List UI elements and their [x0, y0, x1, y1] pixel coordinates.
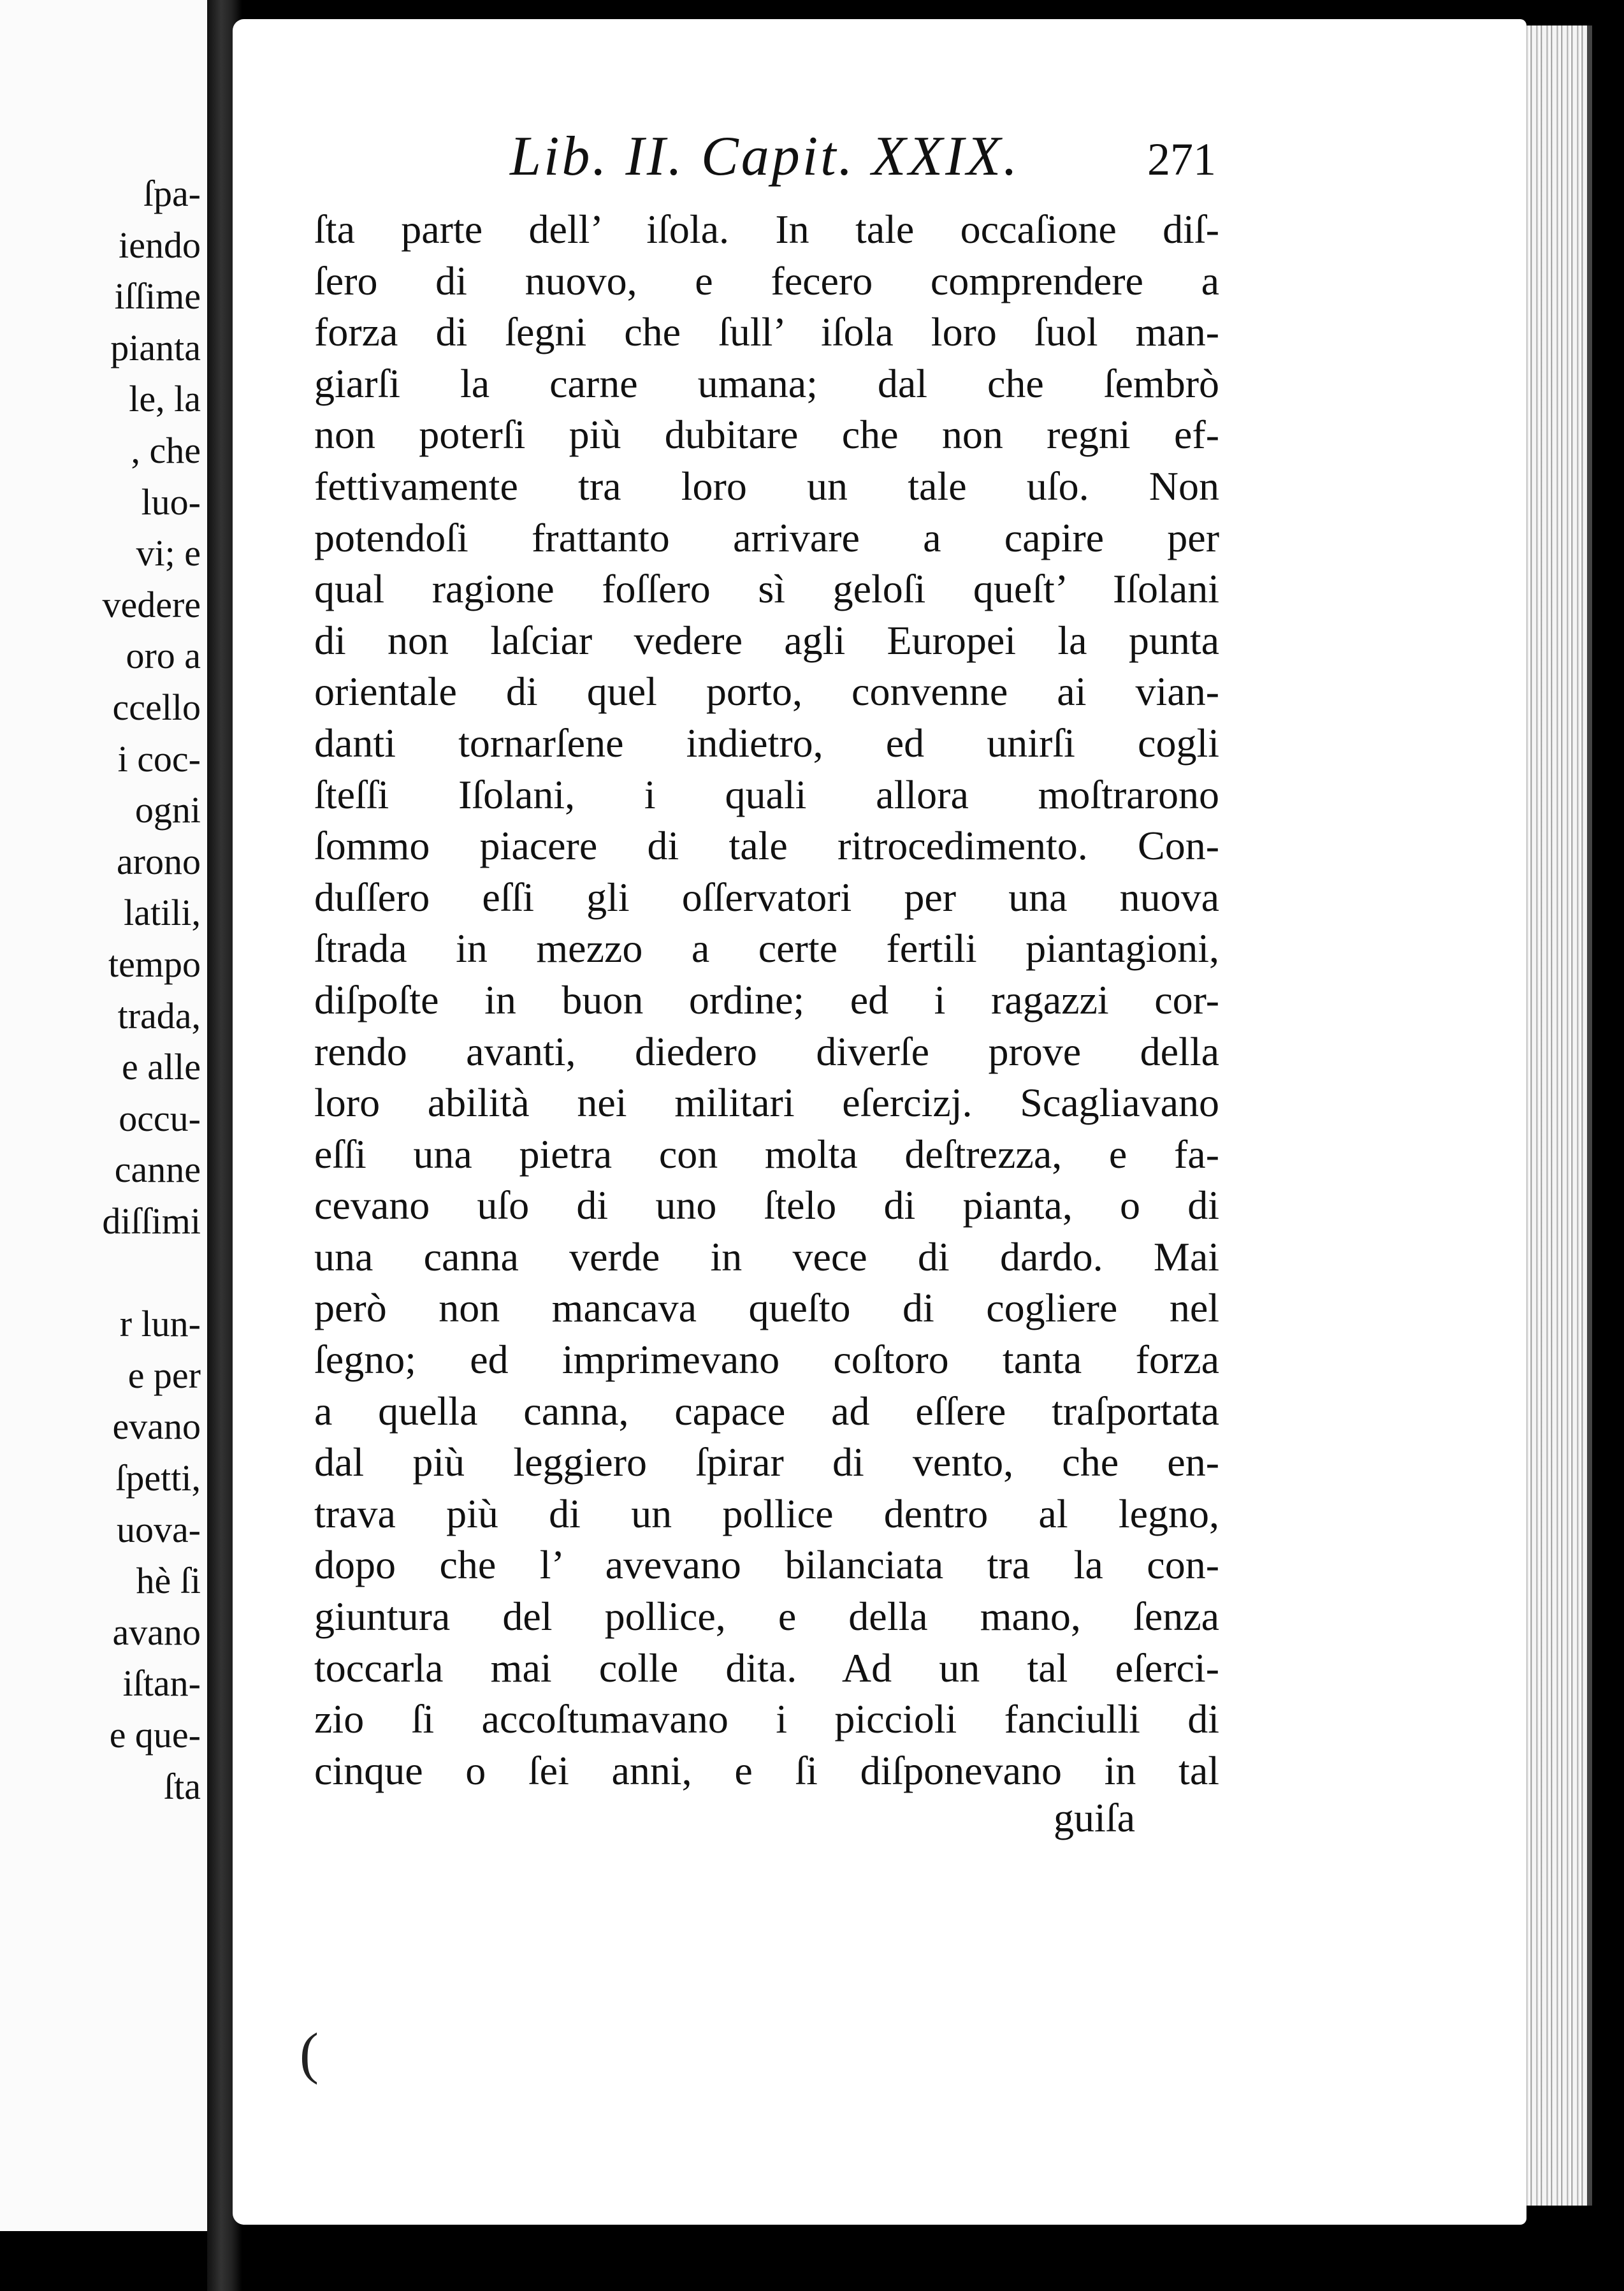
- left-page-fragment: luo-: [141, 481, 201, 523]
- left-page-fragment: e que-: [109, 1714, 201, 1756]
- text-line: di non laſciar vedere agli Europei la punta: [314, 617, 1219, 663]
- left-page-fragment: arono: [116, 840, 201, 882]
- text-line: ſero di nuovo, e fecero comprendere a: [314, 258, 1219, 303]
- text-line: ſegno; ed imprimevano coſtoro tanta forza: [314, 1337, 1219, 1383]
- left-page-fragment: canne: [114, 1149, 201, 1191]
- left-page-fragment: ſpetti,: [115, 1457, 201, 1499]
- text-line: danti tornarſene indietro, ed unirſi cogli: [314, 720, 1219, 766]
- page-header: [233, 124, 1526, 194]
- text-line: rendo avanti, diedero diverſe prove della: [314, 1028, 1219, 1074]
- left-page-fragment: oro a: [126, 635, 201, 677]
- right-page: [233, 19, 1526, 2225]
- body-text: [314, 204, 1219, 1796]
- left-page-fragment: ogni: [134, 789, 201, 831]
- text-line: ſteſſi Iſolani, i quali allora moſtrarono: [314, 771, 1219, 817]
- text-line: cevano uſo di uno ſtelo di pianta, o di: [314, 1182, 1219, 1228]
- left-page-fragment: trada,: [117, 994, 201, 1036]
- left-page-fragment: vi; e: [136, 532, 201, 574]
- text-line: ſta parte dell’ iſola. In tale occaſione diſ-: [314, 207, 1219, 252]
- left-page-fragment: occu-: [119, 1097, 201, 1139]
- text-line: a quella canna, capace ad eſſere traſportata: [314, 1388, 1219, 1434]
- text-line: zio ſi accoſtumavano i piccioli fanciulli di: [314, 1696, 1219, 1742]
- left-page-fragment: ſpa-: [143, 173, 201, 214]
- text-line: non poterſi più dubitare che non regni ef-: [314, 412, 1219, 458]
- text-line: dal più leggiero ſpirar di vento, che en-: [314, 1439, 1219, 1485]
- left-page-fragment: vedere: [102, 583, 201, 625]
- text-line: trava più di un pollice dentro al legno,: [314, 1490, 1219, 1536]
- left-page-fragment: iendo: [119, 224, 201, 266]
- text-line: dopo che l’ avevano bilanciata tra la con-: [314, 1542, 1219, 1588]
- text-line: cinque o ſei anni, e ſi diſponevano in tal: [314, 1747, 1219, 1793]
- left-page-fragment: diſſimi: [102, 1200, 201, 1242]
- left-page-fragment: iſſime: [114, 275, 201, 317]
- left-page-fragment: ccello: [112, 687, 201, 728]
- left-page-fragment: uova-: [116, 1508, 201, 1550]
- left-page-fragment: e alle: [122, 1046, 201, 1088]
- text-line: giuntura del pollice, e della mano, ſenza: [314, 1594, 1219, 1640]
- left-page-fragment: e per: [127, 1354, 201, 1396]
- text-line: ſtrada in mezzo a certe fertili piantagioni,: [314, 926, 1219, 971]
- margin-mark: (: [300, 2022, 319, 2085]
- text-line: diſpoſte in buon ordine; ed i ragazzi cor-: [314, 977, 1219, 1022]
- text-line: ſommo piacere di tale ritrocedimento. Con-: [314, 823, 1219, 869]
- left-page-fragment: r lun-: [119, 1303, 201, 1345]
- text-line: forza di ſegni che ſull’ iſola loro ſuol man-: [314, 309, 1219, 355]
- text-line: potendoſi frattanto arrivare a capire per: [314, 514, 1219, 560]
- left-page-fragment: pianta: [110, 326, 201, 368]
- running-head: Lib. II. Capit. XXIX.: [510, 126, 1020, 187]
- left-page-fragment: latili,: [124, 892, 201, 934]
- text-line: orientale di quel porto, convenne ai vian-: [314, 669, 1219, 715]
- left-page-fragment: le, la: [129, 378, 201, 420]
- left-page-fragment: evano: [112, 1406, 201, 1448]
- left-page-fragment: avano: [112, 1611, 201, 1653]
- left-page-fragment: , che: [131, 430, 201, 471]
- text-line: una canna verde in vece di dardo. Mai: [314, 1233, 1219, 1279]
- left-facing-page: [0, 0, 211, 2231]
- text-line: toccarla mai colle dita. Ad un tal eſerci-: [314, 1645, 1219, 1691]
- catchword: guiſa: [1054, 1795, 1135, 1840]
- left-page-fragment: tempo: [108, 943, 201, 985]
- left-page-fragment: iſtan-: [122, 1662, 201, 1705]
- page-number: 271: [1147, 134, 1216, 185]
- text-line: però non mancava queſto di cogliere nel: [314, 1285, 1219, 1331]
- text-line: duſſero eſſi gli oſſervatori per una nuova: [314, 874, 1219, 920]
- text-line: giarſi la carne umana; dal che ſembrò: [314, 360, 1219, 406]
- left-page-fragment: i coc-: [117, 738, 201, 780]
- text-line: eſſi una pietra con molta deſtrezza, e fa-: [314, 1131, 1219, 1177]
- text-line: qual ragione foſſero sì geloſi queſt’ Iſolani: [314, 566, 1219, 612]
- left-page-fragment: hè ſi: [136, 1560, 201, 1602]
- left-page-fragment: ſta: [164, 1765, 201, 1807]
- text-line: loro abilità nei militari eſercizj. Scagliavano: [314, 1080, 1219, 1126]
- text-line: fettivamente tra loro un tale uſo. Non: [314, 463, 1219, 509]
